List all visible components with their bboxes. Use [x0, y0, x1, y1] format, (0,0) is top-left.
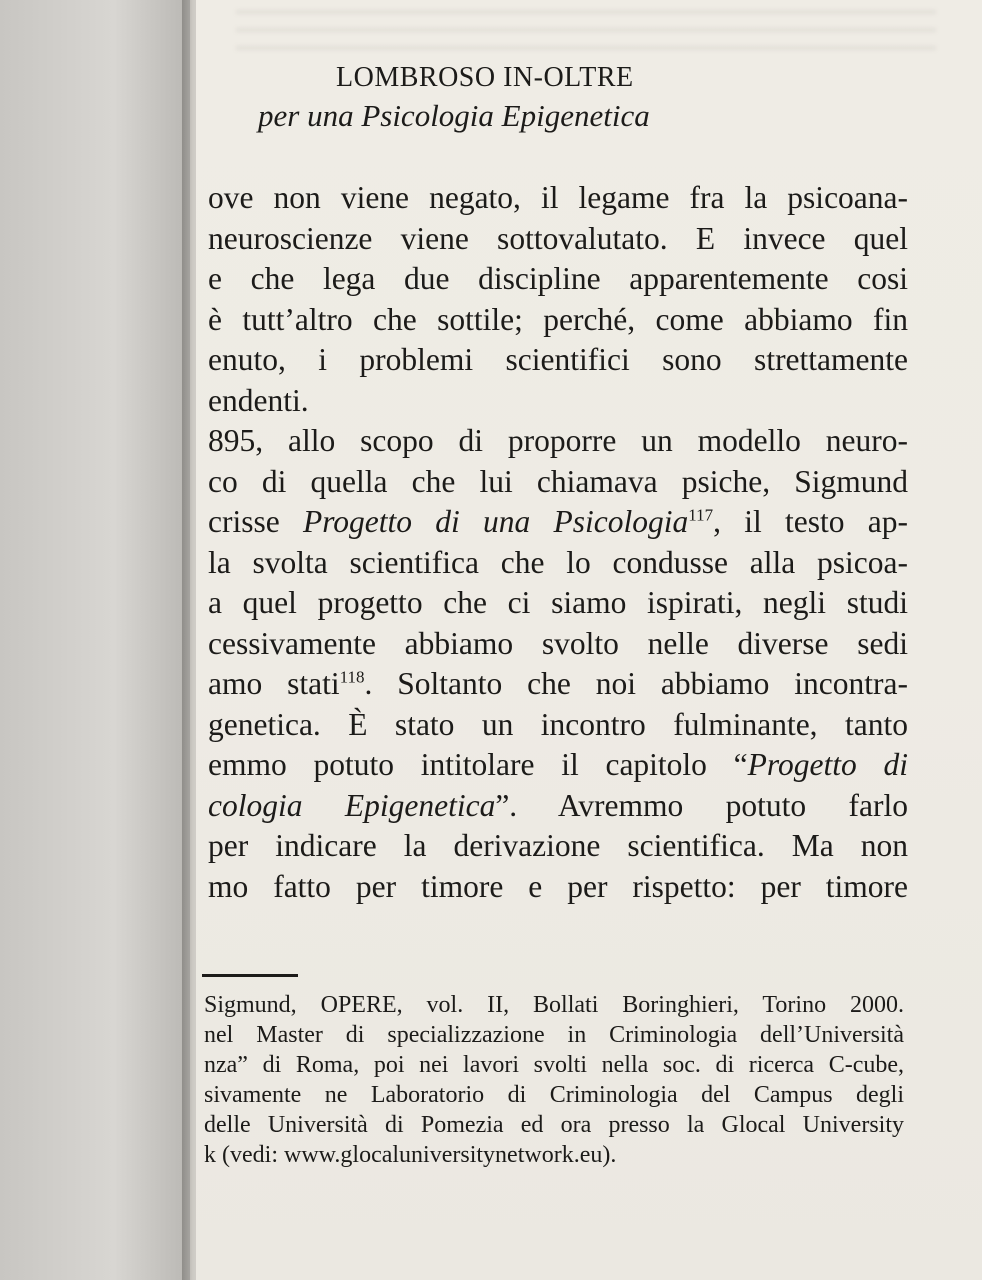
footnote-separator [202, 974, 298, 977]
footnote-line: delle Università di Pomezia ed ora presso la Glocal University [204, 1112, 904, 1138]
show-through-text [236, 10, 936, 56]
book-page [196, 0, 982, 1280]
text-line: neuroscienze viene sottovalutato. E invece quel [208, 220, 908, 256]
text-line-with-citation [208, 502, 908, 543]
text-line: enuto, i problemi scientifici sono strettamente [208, 342, 908, 377]
text-line [208, 786, 908, 827]
text-line: a quel progetto che ci siamo ispirati, negli studi [208, 585, 908, 620]
footnote-line: Sigmund, OPERE, vol. II, Bollati Boringhieri, Torino 2000. [204, 992, 904, 1018]
text-line-with-citation [208, 664, 908, 705]
footnotes [204, 990, 914, 1170]
text-line [208, 745, 908, 786]
text-line: genetica. È stato un incontro fulminante, tanto [208, 706, 908, 742]
footnote-line: nza” di Roma, poi nei lavori svolti nella soc. di ricerca C-cube, [204, 1052, 904, 1078]
text-line: e che lega due discipline apparentemente cosi [208, 261, 908, 296]
book-title-italic: Progetto di una Psicologia [302, 504, 689, 539]
text-line: 895, allo scopo di proporre un modello neuro- [208, 423, 908, 458]
text-line: ove non viene negato, il legame fra la psicoana- [208, 180, 908, 215]
text-line: co di quella che lui chiamava psiche, Sigmund [208, 463, 908, 499]
footnote-ref-118: 118 [339, 667, 365, 687]
text-line: la svolta scientifica che lo condusse alla psicoa- [208, 544, 908, 580]
text-line: cessivamente abbiamo svolto nelle diverse sedi [208, 625, 908, 661]
text-fragment: emmo potuto intitolare il capitolo “ [208, 747, 748, 782]
chapter-title-italic: cologia Epigenetica [208, 787, 496, 823]
text-line: mo fatto per timore e per rispetto: per timore [208, 868, 908, 904]
footnote-line: sivamente ne Laboratorio di Criminologia del Campus degli [204, 1082, 904, 1108]
text-line: per indicare la derivazione scientifica. Ma non [208, 828, 908, 863]
chapter-title-italic: Progetto di [747, 747, 908, 782]
text-line: è tutt’altro che sottile; perché, come abbiamo fin [208, 301, 908, 337]
running-title: LOMBROSO IN-OLTRE [336, 62, 634, 93]
text-line: endenti. [208, 382, 309, 418]
text-fragment: ”. Avremmo potuto farlo [495, 787, 908, 823]
facing-page-edge [0, 0, 190, 1280]
text-fragment: , il testo ap- [713, 504, 908, 539]
text-fragment: crisse [208, 504, 303, 539]
text-fragment: amo stati [208, 666, 340, 701]
footnote-ref-117: 117 [688, 505, 714, 525]
footnote-line: k (vedi: www.glocaluniversitynetwork.eu). [204, 1142, 617, 1168]
text-fragment: . Soltanto che noi abbiamo incontra- [364, 666, 908, 701]
footnote-line: nel Master di specializzazione in Criminologia dell’Università [204, 1022, 904, 1048]
body-text [208, 178, 968, 907]
running-subtitle: per una Psicologia Epigenetica [258, 98, 650, 133]
